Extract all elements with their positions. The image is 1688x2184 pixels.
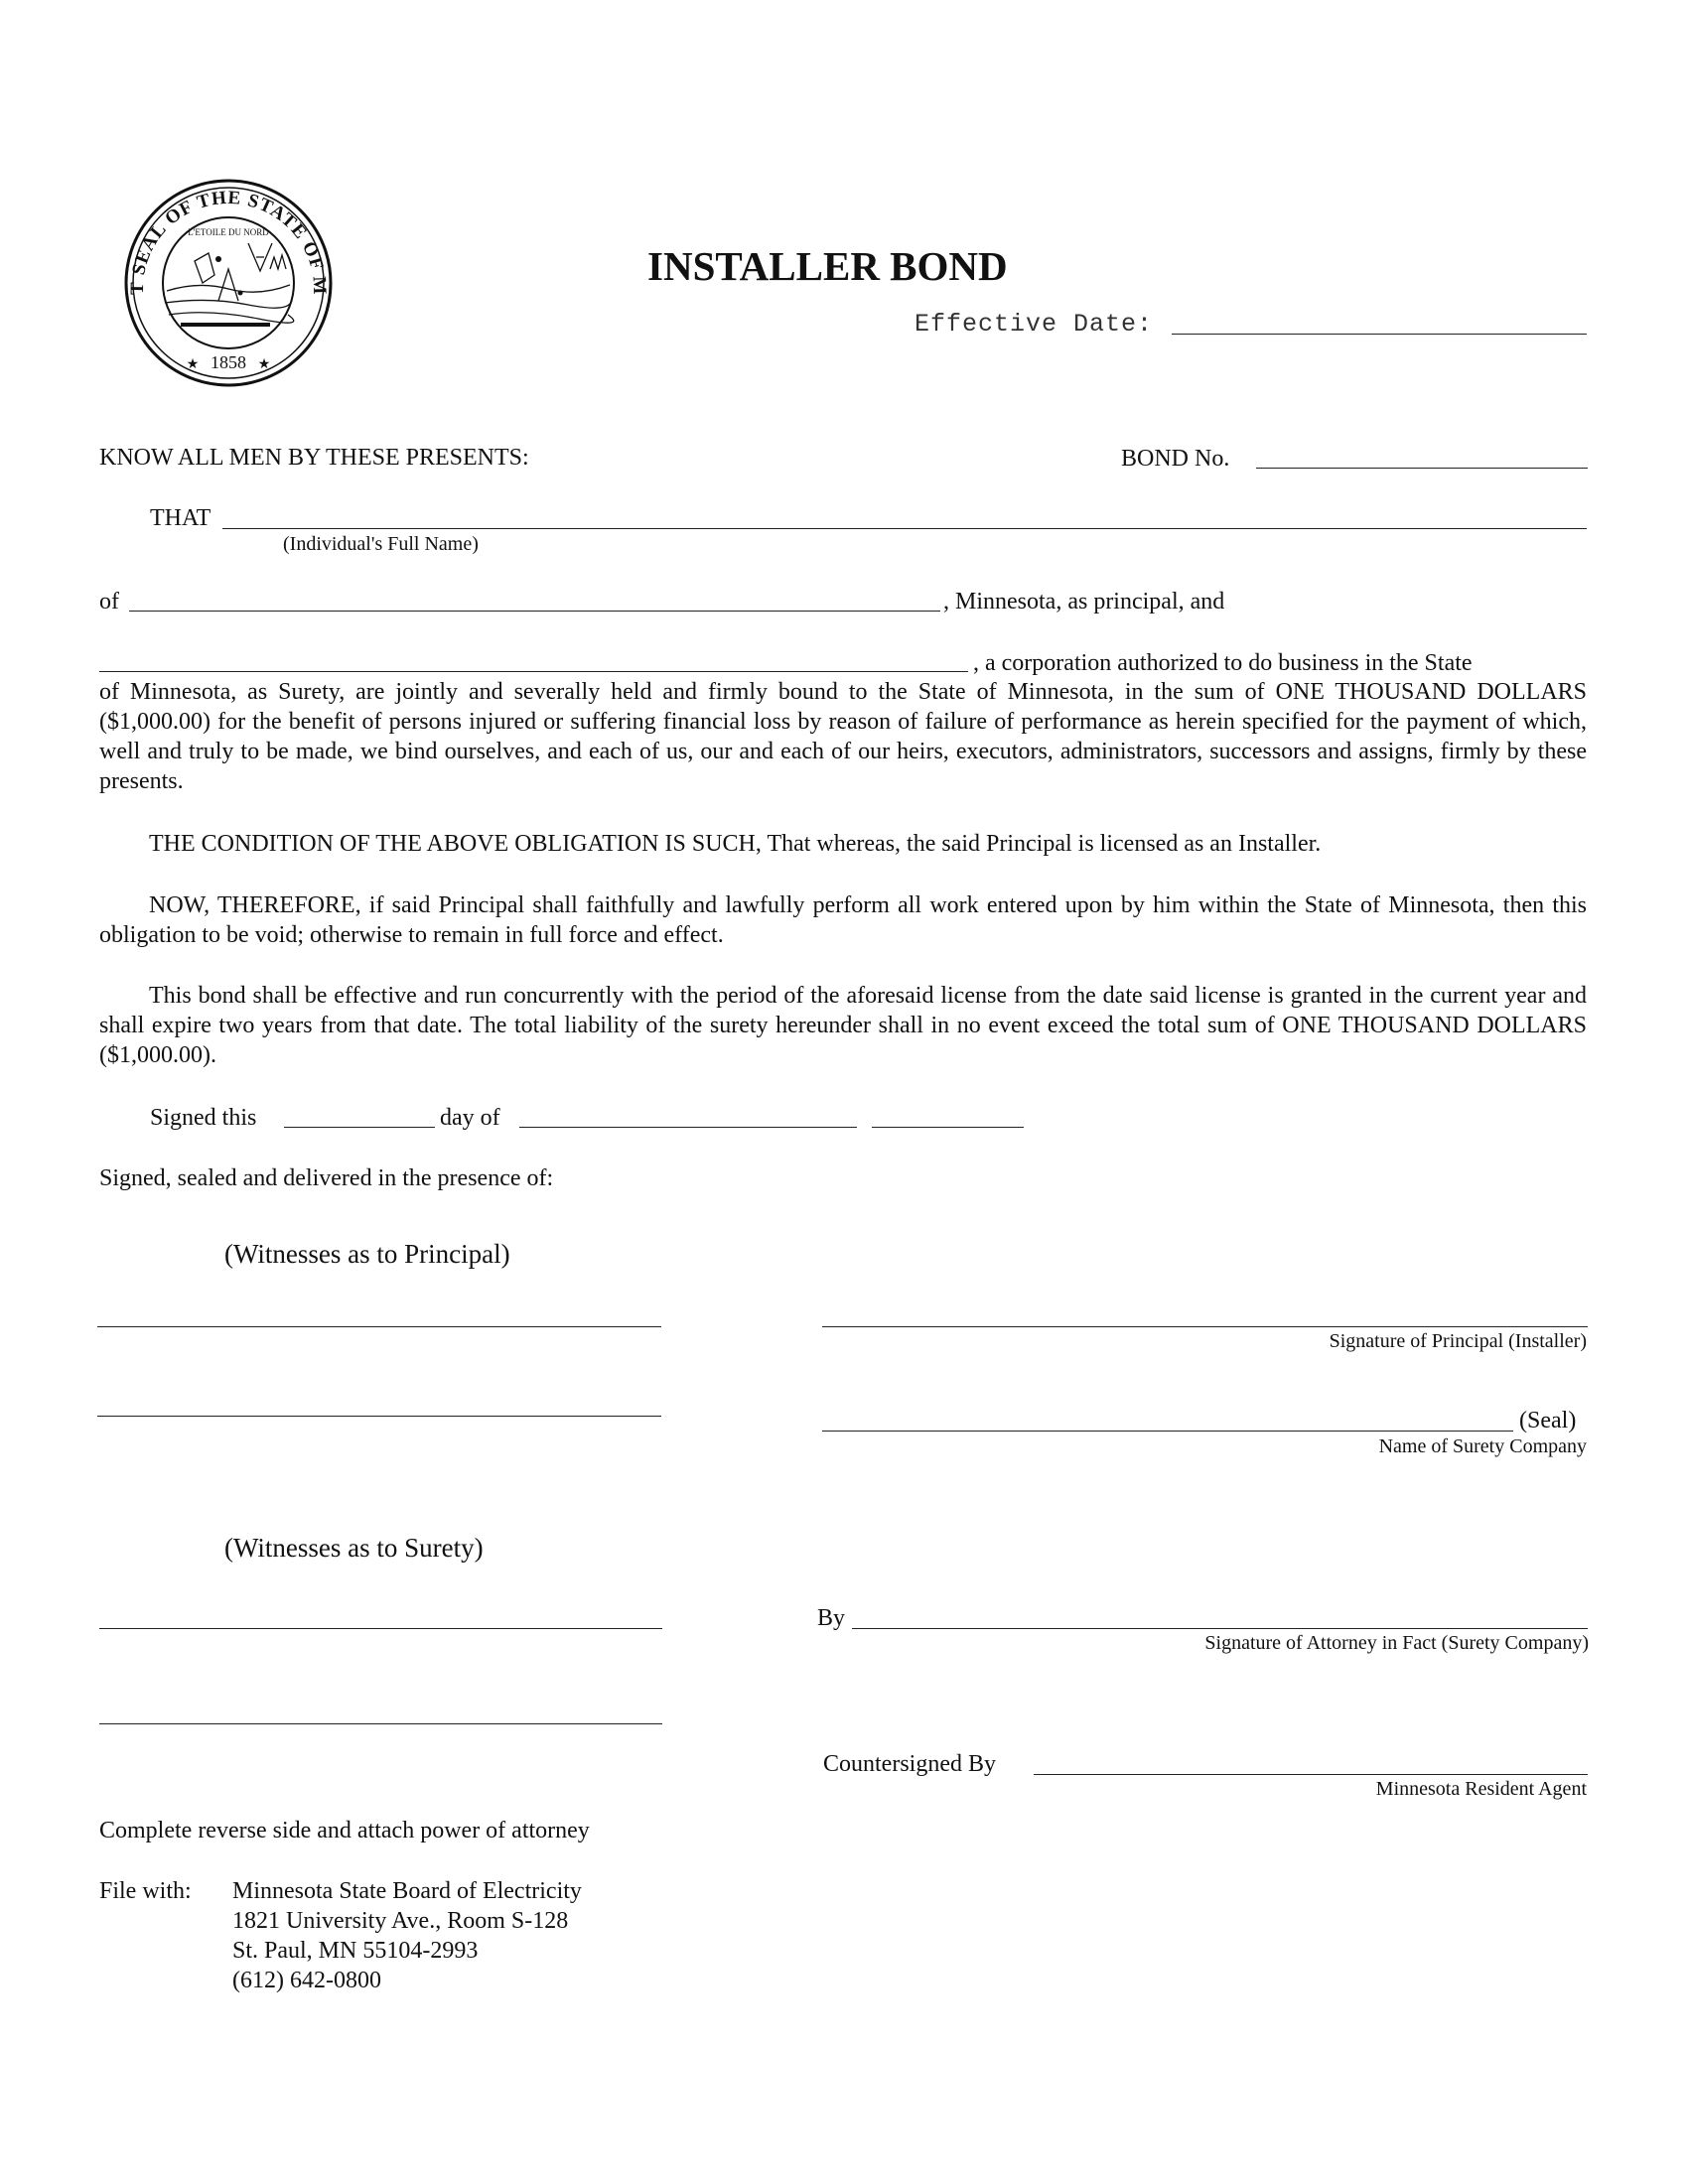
signed-sealed-text: Signed, sealed and delivered in the presence of:: [99, 1165, 554, 1191]
seal-motto: L'ETOILE DU NORD: [188, 227, 269, 237]
seal-label: (Seal): [1519, 1408, 1577, 1433]
that-label: THAT: [150, 505, 211, 531]
surety-corporation-field[interactable]: [99, 671, 968, 672]
phone-number: (612) 642-0800: [232, 1968, 381, 1993]
signed-this-label: Signed this: [150, 1105, 257, 1131]
corporation-text: , a corporation authorized to do business in the State: [973, 650, 1473, 676]
page-title: INSTALLER BOND: [647, 243, 1008, 289]
by-label: By: [817, 1605, 846, 1631]
full-name-caption: (Individual's Full Name): [283, 533, 479, 555]
surety-company-line[interactable]: [822, 1431, 1513, 1432]
of-label: of: [99, 589, 119, 614]
surety-witness-2-line[interactable]: [99, 1723, 662, 1724]
surety-paragraph: of Minnesota, as Surety, are jointly and severally held and firmly bound to the State of Minnesota, in the sum of ONE THOUSAND DOLLARS ($1,000.00) for the benefit of persons injured or suffering financial loss by reason of failure of performance as herein specified for the payment of which, well and truly to be made, we bind ourselves, and each of us, our and each of our heirs, executors, administrators, successors and assigns, firmly by these presents.: [99, 679, 1587, 794]
city-field[interactable]: [129, 611, 940, 612]
witnesses-surety-heading: (Witnesses as to Surety): [224, 1533, 484, 1563]
signed-year-field[interactable]: [872, 1127, 1024, 1128]
bond-no-field[interactable]: [1256, 468, 1588, 469]
attorney-caption: Signature of Attorney in Fact (Surety Company): [1204, 1632, 1589, 1654]
surety-witness-1-line[interactable]: [99, 1628, 662, 1629]
principal-witness-1-line[interactable]: [97, 1326, 661, 1327]
individual-name-field[interactable]: [222, 528, 1587, 529]
effective-paragraph: This bond shall be effective and run concurrently with the period of the aforesaid license from the date said license is granted in the current year and shall expire two years from that date. The total liability of the surety hereunder shall in no event exceed the total sum of ONE THOUSAND DOLLARS ($1,000.00).: [99, 983, 1587, 1068]
attorney-signature-line[interactable]: [852, 1628, 1588, 1629]
signed-month-field[interactable]: [519, 1127, 857, 1128]
now-therefore-paragraph: NOW, THEREFORE, if said Principal shall faithfully and lawfully perform all work entered upon by him within the State of Minnesota, then this obligation to be void; otherwise to remain in full force and effect.: [99, 892, 1587, 948]
address-line-2: 1821 University Ave., Room S-128: [232, 1908, 569, 1934]
minnesota-principal-text: , Minnesota, as principal, and: [943, 589, 1225, 614]
address-line-1: Minnesota State Board of Electricity: [232, 1878, 582, 1904]
surety-company-caption: Name of Surety Company: [1378, 1435, 1587, 1457]
countersigned-label: Countersigned By: [823, 1751, 996, 1777]
reverse-side-note: Complete reverse side and attach power of attorney: [99, 1818, 590, 1843]
effective-date-label: Effective Date:: [914, 310, 1154, 339]
principal-witness-2-line[interactable]: [97, 1416, 661, 1417]
signed-day-field[interactable]: [284, 1127, 435, 1128]
resident-agent-caption: Minnesota Resident Agent: [1375, 1778, 1587, 1800]
principal-signature-caption: Signature of Principal (Installer): [1329, 1330, 1587, 1352]
bond-no-label: BOND No.: [1121, 446, 1230, 472]
star-icon: ★: [257, 357, 271, 372]
address-line-3: St. Paul, MN 55104-2993: [232, 1938, 479, 1964]
seal-year: 1858: [211, 352, 246, 372]
star-icon: ★: [186, 357, 200, 372]
countersigned-line[interactable]: [1034, 1774, 1588, 1775]
seal-outer-text: T SEAL OF THE STATE OF M: [126, 187, 331, 296]
file-with-label: File with:: [99, 1878, 192, 1904]
know-all-heading: KNOW ALL MEN BY THESE PRESENTS:: [99, 445, 529, 471]
state-seal: [99, 174, 357, 392]
day-of-label: day of: [440, 1105, 500, 1131]
witnesses-principal-heading: (Witnesses as to Principal): [224, 1239, 510, 1269]
effective-date-field[interactable]: [1172, 334, 1587, 335]
condition-paragraph: THE CONDITION OF THE ABOVE OBLIGATION IS SUCH, That whereas, the said Principal is licensed as an Installer.: [149, 831, 1322, 857]
principal-signature-line[interactable]: [822, 1326, 1588, 1327]
